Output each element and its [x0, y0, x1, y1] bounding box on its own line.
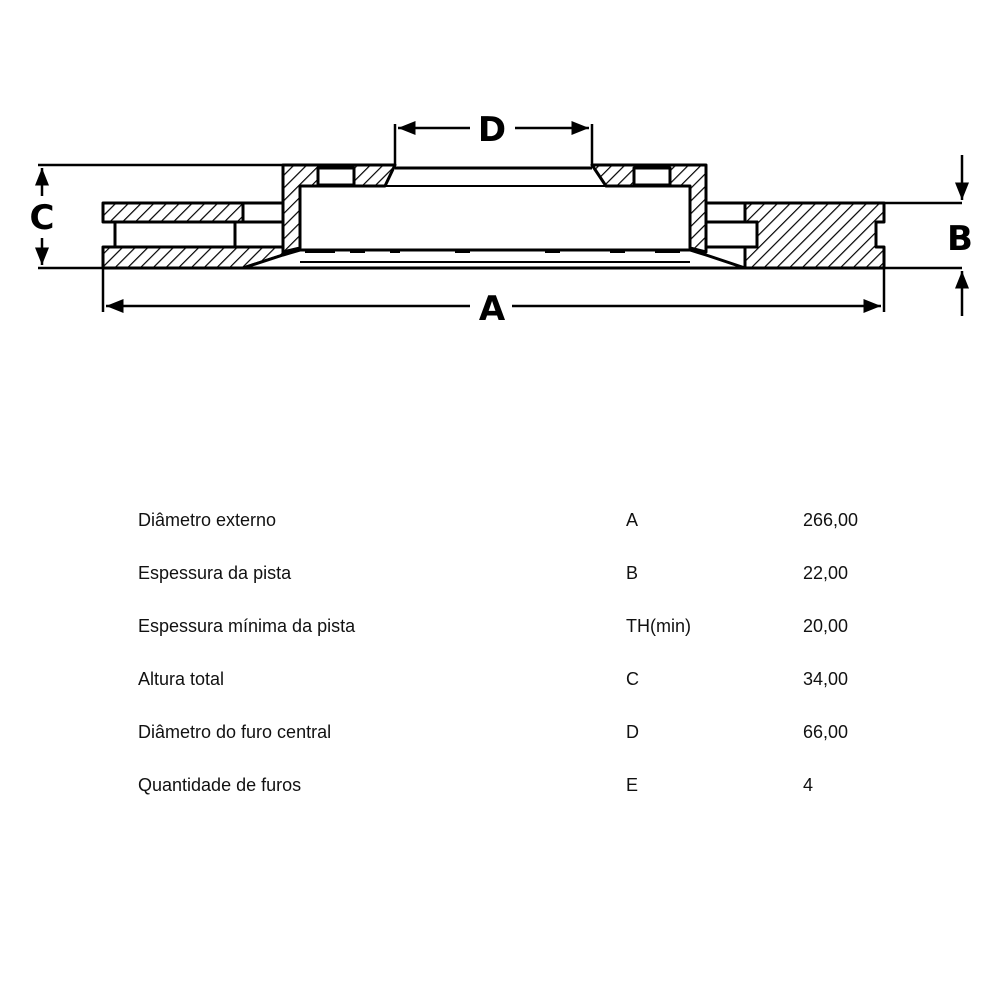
spec-code: C — [626, 669, 639, 689]
dimension-d-label: D — [477, 110, 507, 150]
left-vent-gap-outer — [115, 222, 235, 247]
spec-code: A — [626, 510, 639, 530]
spec-value: 34,00 — [803, 669, 849, 689]
dimension-c-label: C — [29, 198, 55, 238]
hat-top-pocket-right — [634, 168, 670, 185]
right-friction-block — [745, 203, 884, 268]
spec-row-center-hole-diameter — [138, 712, 898, 765]
spec-value: 20,00 — [803, 616, 849, 636]
spec-label: Diâmetro do furo central — [138, 722, 332, 742]
left-vent-slot-a — [243, 203, 283, 222]
spec-value: 4 — [803, 775, 814, 795]
spec-row-outer-diameter — [138, 500, 898, 553]
right-vent-slot-a — [706, 203, 745, 222]
spec-code: B — [626, 563, 639, 583]
spec-label: Quantidade de furos — [138, 775, 302, 795]
left-vent-slot-b — [235, 222, 283, 247]
spec-row-min-thickness — [138, 606, 898, 659]
spec-row-hole-count — [138, 765, 898, 818]
spec-label: Espessura mínima da pista — [138, 616, 356, 636]
spec-code: D — [626, 722, 639, 742]
spec-value: 66,00 — [803, 722, 849, 742]
spec-label: Diâmetro externo — [138, 510, 277, 530]
brake-disc-cross-section-diagram — [0, 0, 1000, 360]
dimension-a-label: A — [478, 289, 506, 329]
hat-top-pocket-left — [318, 168, 354, 185]
dimension-b-label: B — [947, 219, 973, 259]
spec-value: 266,00 — [803, 510, 859, 530]
spec-code: TH(min) — [626, 616, 691, 636]
spec-code: E — [626, 775, 639, 795]
disc-section — [103, 165, 884, 268]
right-vent-slot-b — [706, 222, 757, 247]
spec-label: Altura total — [138, 669, 225, 689]
spec-row-total-height — [138, 659, 898, 712]
spec-table — [138, 500, 898, 818]
left-top-friction-plate — [103, 203, 243, 222]
spec-label: Espessura da pista — [138, 563, 292, 583]
spec-value: 22,00 — [803, 563, 849, 583]
spec-row-track-thickness — [138, 553, 898, 606]
